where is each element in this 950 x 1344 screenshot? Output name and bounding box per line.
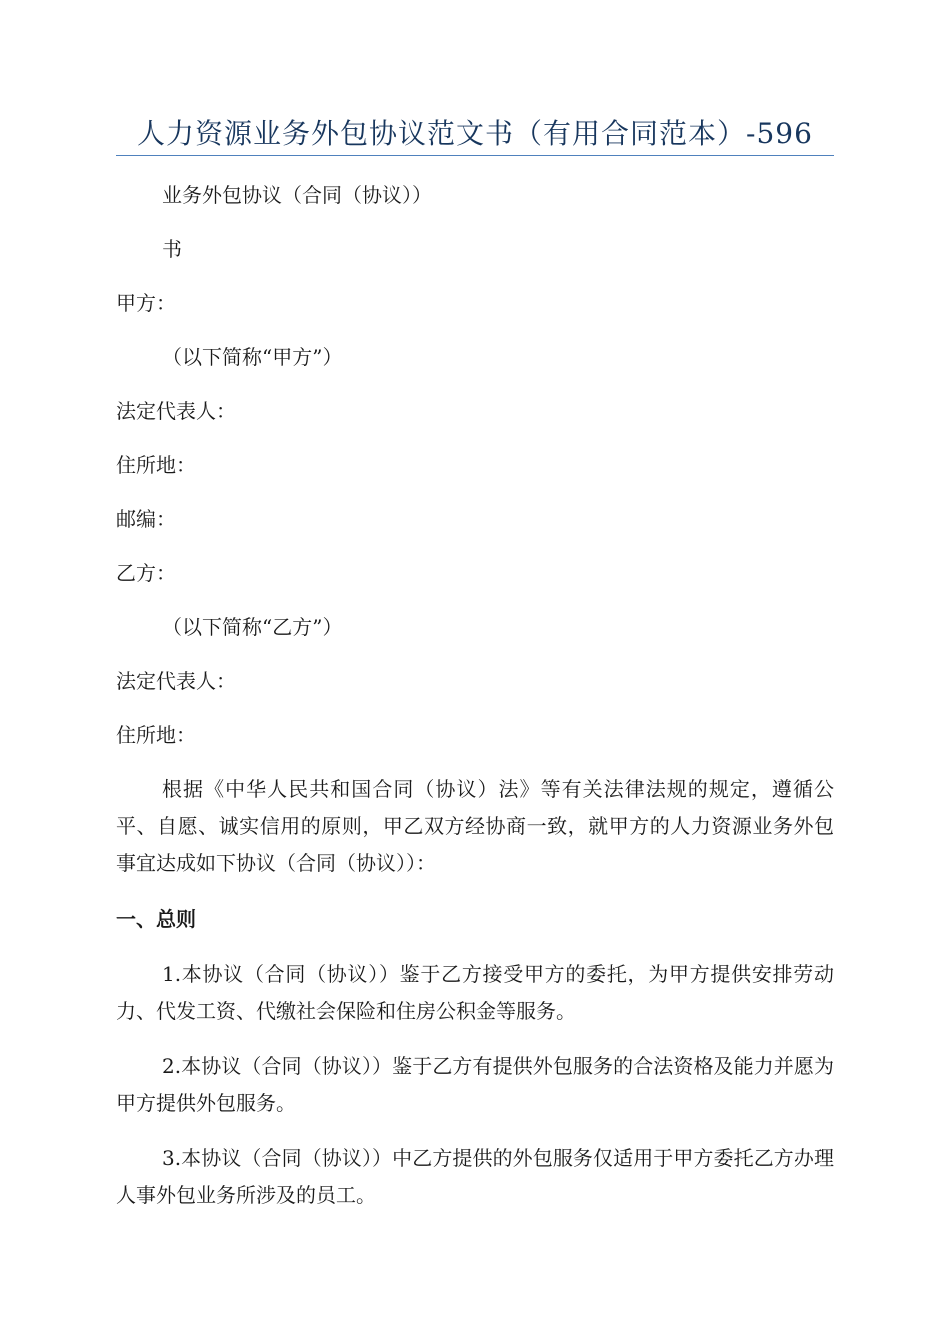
title-underline xyxy=(116,155,834,156)
agreement-name-line1: 业务外包协议（合同（协议）） xyxy=(162,183,432,207)
clause-1: 1.本协议（合同（协议））鉴于乙方接受甲方的委托，为甲方提供安排劳动力、代发工资、代缴社会保险和住房公积金等服务。 xyxy=(116,962,834,1023)
clause-2: 2.本协议（合同（协议））鉴于乙方有提供外包服务的合法资格及能力并愿为甲方提供外包服务。 xyxy=(116,1054,834,1115)
party-a-label: 甲方： xyxy=(116,291,176,315)
document-title: 人力资源业务外包协议范文书（有用合同范本）-596 xyxy=(137,117,813,150)
agreement-name-line2: 书 xyxy=(162,237,182,261)
section-heading-general: 一、总则 xyxy=(116,907,196,931)
party-b-representative: 法定代表人： xyxy=(116,669,236,693)
preamble-paragraph: 根据《中华人民共和国合同（协议）法》等有关法律法规的规定，遵循公平、自愿、诚实信用的原则，甲乙双方经协商一致，就甲方的人力资源业务外包事宜达成如下协议（合同（协议））： xyxy=(116,777,834,875)
party-a-address: 住所地： xyxy=(116,453,196,477)
party-a-representative: 法定代表人： xyxy=(116,399,236,423)
party-b-address: 住所地： xyxy=(116,723,196,747)
party-a-postcode: 邮编： xyxy=(116,507,176,531)
party-b-label: 乙方： xyxy=(116,561,176,585)
clause-3: 3.本协议（合同（协议））中乙方提供的外包服务仅适用于甲方委托乙方办理人事外包业务所涉及的员工。 xyxy=(116,1146,834,1207)
party-a-alias: （以下简称“甲方”） xyxy=(162,345,343,369)
party-b-alias: （以下简称“乙方”） xyxy=(162,615,343,639)
